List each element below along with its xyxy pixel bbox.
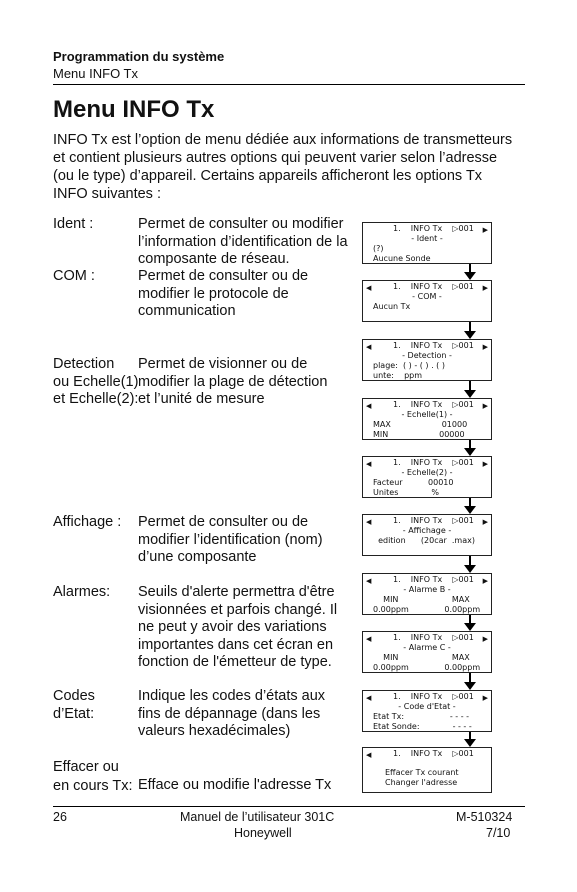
- screen-title: - Code d'Etat -: [398, 702, 456, 711]
- right-arrow-icon: ▶: [482, 343, 488, 351]
- right-arrow-icon: ▶: [482, 577, 488, 585]
- screen-header: 1. INFO Tx ▷001: [393, 400, 474, 409]
- right-arrow-icon: ▶: [482, 518, 488, 526]
- lcd-screen: [362, 222, 492, 264]
- term-alarmes: Alarmes:: [53, 584, 111, 600]
- screen-header: 1. INFO Tx ▷001: [393, 282, 474, 291]
- right-arrow-icon: ▶: [482, 284, 488, 292]
- desc-detection: Permet de visionner ou de modifier la plage de détection et l’unité de mesure: [138, 356, 328, 407]
- left-arrow-icon: ◀: [366, 635, 372, 643]
- lcd-screen: [362, 573, 492, 615]
- screen-title: - Alarme C -: [403, 643, 451, 652]
- screen-title: - Alarme B -: [403, 585, 451, 594]
- left-arrow-icon: ◀: [366, 402, 372, 410]
- screen-line: MIN MAX: [373, 595, 470, 604]
- lcd-screen: [362, 631, 492, 673]
- term-codes-etat: Codes d’Etat:: [53, 688, 95, 722]
- screen-title: - Affichage -: [402, 526, 452, 535]
- desc-alarmes: Seuils d'alerte permettra d'être visionnées et parfois changé. Il ne peut y avoir des variations importantes dans cet écran en fonction de l'émetteur de type.: [138, 584, 338, 670]
- screen-line: Effacer Tx courant: [385, 768, 459, 777]
- screen-line: edition (20car .max): [373, 536, 475, 545]
- desc-effacer: Efface ou modifie l'adresse Tx: [138, 777, 332, 793]
- lcd-screen: [362, 339, 492, 381]
- left-arrow-icon: ◀: [366, 751, 372, 759]
- lcd-screen: [362, 747, 492, 793]
- desc-codes-etat: Indique les codes d’états aux fins de dépannage (dans les valeurs hexadécimales): [138, 688, 326, 739]
- right-arrow-icon: ▶: [482, 694, 488, 702]
- footer-divider: [53, 806, 525, 807]
- left-arrow-icon: ◀: [366, 694, 372, 702]
- screen-header: 1. INFO Tx ▷001: [393, 749, 474, 758]
- screen-title: - COM -: [412, 292, 442, 301]
- lcd-screen: [362, 514, 492, 556]
- lcd-screen: [362, 456, 492, 498]
- screen-line: Etat Tx: - - - -: [373, 712, 470, 721]
- intro-paragraph: INFO Tx est l’option de menu dédiée aux informations de transmetteurs et contient plusieurs autres options qui peuvent varier selon l’adresse (ou le type) d’appareil. Certains appareils afficheront les options Tx INFO suivantes :: [53, 132, 513, 202]
- screen-line: 0.00ppm 0.00ppm: [373, 663, 481, 672]
- screen-title: - Echelle(2) -: [401, 468, 453, 477]
- screen-title: - Ident -: [411, 234, 443, 243]
- screen-line: MIN MAX: [373, 653, 470, 662]
- page-title: Menu INFO Tx: [53, 96, 215, 123]
- desc-ident: Permet de consulter ou modifier l’information d’identification de la composante de réseau.: [138, 216, 348, 267]
- screen-line: Etat Sonde: - - - -: [373, 722, 472, 731]
- document-date: 7/10: [486, 826, 511, 840]
- screen-line: Aucun Tx: [373, 302, 411, 311]
- screen-header: 1. INFO Tx ▷001: [393, 224, 474, 233]
- screen-line: 0.00ppm 0.00ppm: [373, 605, 481, 614]
- right-arrow-icon: ▶: [482, 460, 488, 468]
- screen-line: Changer l'adresse: [385, 778, 458, 787]
- manual-title: Manuel de l’utilisateur 301C: [180, 810, 335, 824]
- lcd-screen: [362, 690, 492, 732]
- lcd-screen: [362, 398, 492, 440]
- screen-header: 1. INFO Tx ▷001: [393, 692, 474, 701]
- screen-header: 1. INFO Tx ▷001: [393, 516, 474, 525]
- screen-header: 1. INFO Tx ▷001: [393, 341, 474, 350]
- screen-title: - Detection -: [402, 351, 452, 360]
- screen-header: 1. INFO Tx ▷001: [393, 575, 474, 584]
- desc-com: Permet de consulter ou de modifier le protocole de communication: [138, 268, 309, 319]
- screen-header: 1. INFO Tx ▷001: [393, 458, 474, 467]
- term-effacer: Effacer ou en cours Tx:: [53, 759, 133, 794]
- screen-line: MIN 00000: [373, 430, 465, 439]
- left-arrow-icon: ◀: [366, 577, 372, 585]
- screen-header: 1. INFO Tx ▷001: [393, 633, 474, 642]
- lcd-screen: [362, 280, 492, 322]
- screen-line: (?): [373, 244, 384, 253]
- left-arrow-icon: ◀: [366, 343, 372, 351]
- screen-line: unte: ppm: [373, 371, 423, 380]
- left-arrow-icon: ◀: [366, 518, 372, 526]
- header-divider: [53, 84, 525, 85]
- screen-title: - Echelle(1) -: [401, 410, 453, 419]
- term-affichage: Affichage :: [53, 514, 122, 530]
- term-detection: Detection ou Echelle(1) et Echelle(2):: [53, 356, 139, 407]
- right-arrow-icon: ▶: [482, 635, 488, 643]
- screen-line: Facteur 00010: [373, 478, 454, 487]
- term-ident: Ident :: [53, 216, 94, 232]
- term-com: COM :: [53, 268, 95, 284]
- right-arrow-icon: ▶: [482, 402, 488, 410]
- brand-name: Honeywell: [234, 826, 292, 840]
- screen-line: MAX 01000: [373, 420, 468, 429]
- page-number: 26: [53, 810, 67, 824]
- left-arrow-icon: ◀: [366, 284, 372, 292]
- right-arrow-icon: ▶: [482, 226, 488, 234]
- document-number: M-510324: [456, 810, 513, 824]
- section-subheader: Menu INFO Tx: [53, 66, 139, 81]
- desc-affichage: Permet de consulter ou de modifier l’identification (nom) d’une composante: [138, 514, 323, 565]
- left-arrow-icon: ◀: [366, 460, 372, 468]
- section-header: Programmation du système: [53, 49, 225, 64]
- screen-line: Unites %: [373, 488, 440, 497]
- screen-line: Aucune Sonde: [373, 254, 431, 263]
- screen-line: plage: ( ) - ( ) . ( ): [373, 361, 445, 370]
